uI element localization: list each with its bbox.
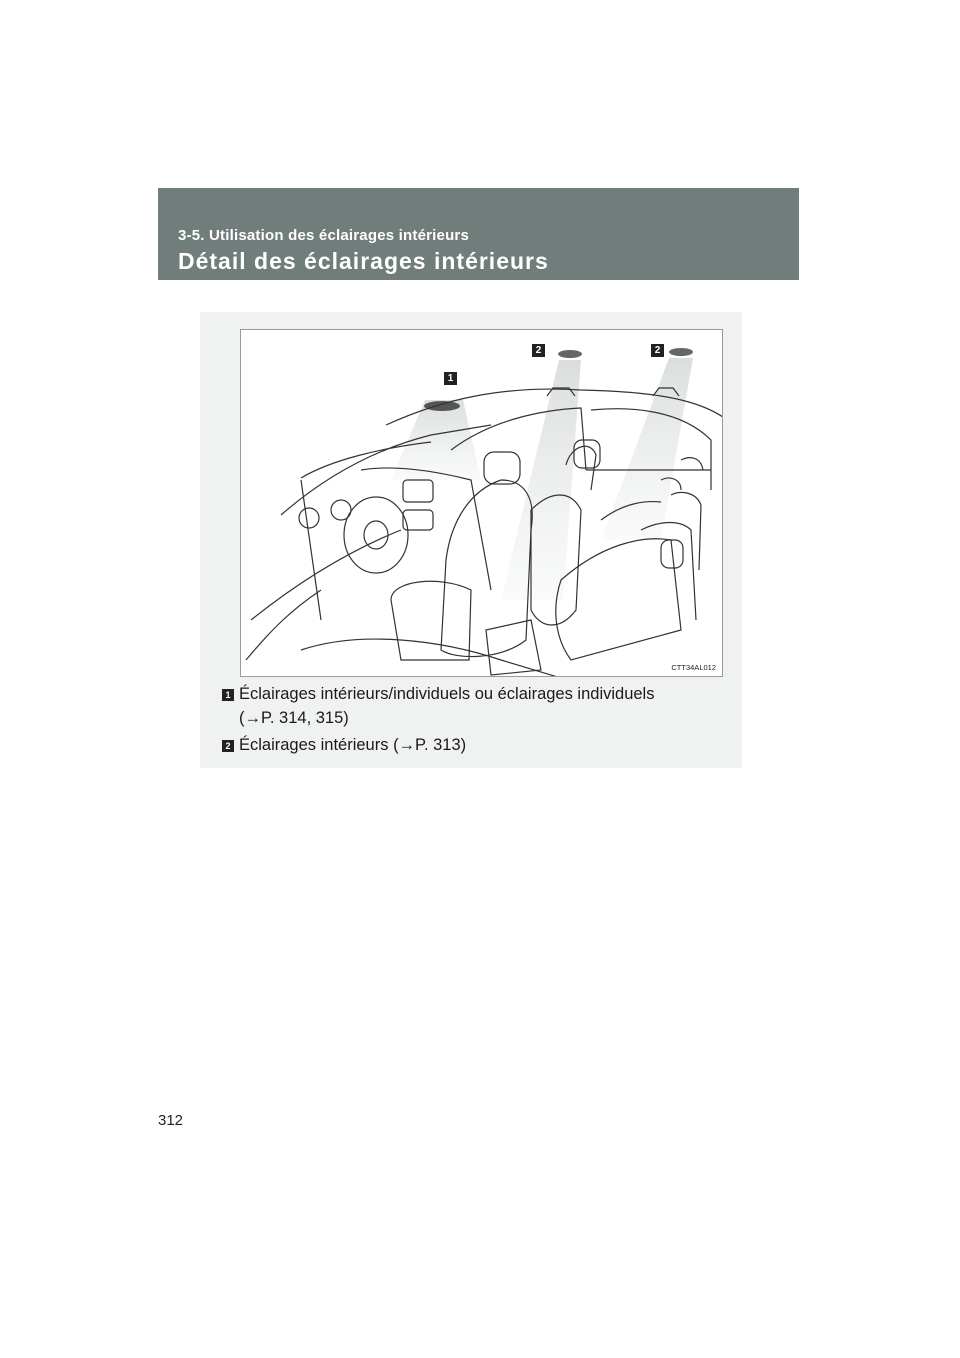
- light-beam-middle: [501, 360, 581, 600]
- car-interior-illustration: [240, 329, 723, 677]
- legend-marker-2: 2: [222, 740, 234, 752]
- legend-text-1: Éclairages intérieurs/individuels ou éclairages individuels: [239, 685, 655, 703]
- marker-2-middle: 2: [532, 344, 545, 357]
- marker-1-front: 1: [444, 372, 457, 385]
- figure-code: CTT34AL012: [671, 663, 716, 672]
- section-header: [158, 188, 799, 280]
- page-number: 312: [158, 1112, 184, 1129]
- legend-marker-1: 1: [222, 689, 234, 701]
- light-beam-rear: [601, 358, 693, 540]
- legend-item-1: [222, 682, 654, 730]
- section-label: 3-5. Utilisation des éclairages intérieurs: [178, 227, 470, 244]
- legend-text-2: Éclairages intérieurs (→P. 313): [239, 736, 467, 754]
- figure-panel: [200, 312, 742, 768]
- legend-reference-1: (→P. 314, 315): [239, 709, 349, 727]
- page-title: Détail des éclairages intérieurs: [178, 248, 549, 274]
- car-interior-drawing: [241, 330, 723, 677]
- middle-lamp: [558, 350, 582, 358]
- marker-2-rear: 2: [651, 344, 664, 357]
- legend-item-2: [222, 733, 466, 757]
- front-lamp: [424, 401, 460, 411]
- rear-lamp: [669, 348, 693, 356]
